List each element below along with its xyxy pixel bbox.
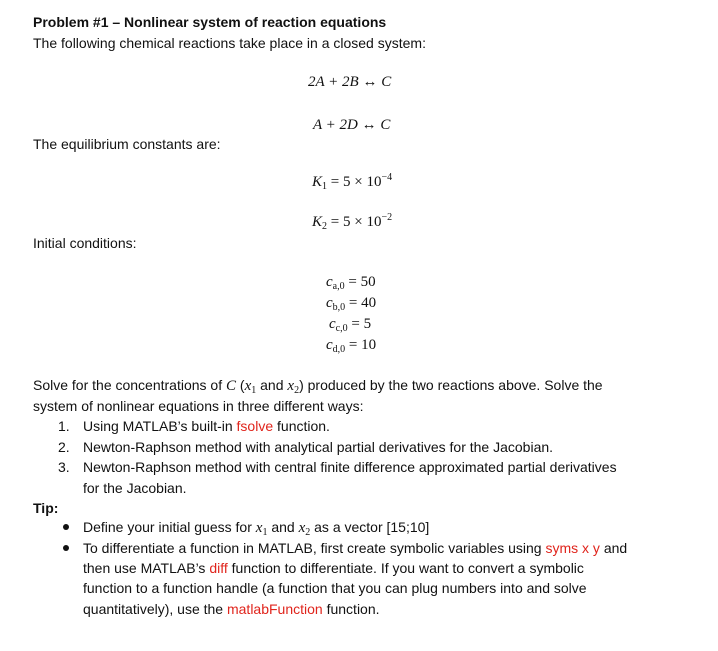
diff-link: diff — [209, 560, 228, 576]
method-3-text-continued: for the Jacobian. — [83, 480, 187, 496]
reaction-2-rhs: C — [380, 117, 391, 133]
method-3-text: Newton-Raphson method with central finite difference approximated partial derivatives — [83, 459, 617, 475]
solve-paren: ( — [239, 377, 245, 393]
solve-and: and — [260, 377, 284, 393]
tip-2-line-4: quantitatively), use the matlabFunction function. — [83, 601, 380, 617]
tip-2-line-2: then use MATLAB’s diff function to differentiate. If you want to convert a symbolic — [83, 560, 584, 576]
matlabfunction-link: matlabFunction — [226, 601, 323, 617]
initial-cd0: $c_{d,0} = 10$ — [326, 337, 377, 355]
reaction-1-lhs: 2A + 2B — [308, 74, 359, 90]
solve-line-1 — [33, 375, 603, 396]
cd0-symbol: c — [326, 337, 333, 353]
reaction-2-arrow: ↔ — [361, 117, 377, 133]
solve-x2: $x_2$ — [287, 378, 300, 396]
tip-1: Define your initial guess for $x_1$ and $x_2$ as a vector [15;10] — [83, 519, 430, 538]
reaction-2 — [313, 117, 390, 134]
cc0-value: 5 — [363, 316, 372, 332]
cd0-subscript: d,0 — [332, 344, 346, 355]
cb0-symbol: c — [326, 295, 333, 311]
method-3-number: 3. — [58, 459, 70, 475]
k2-symbol: K — [312, 214, 323, 230]
k1-coefficient: 5 × 10 — [342, 174, 382, 190]
initial-ca0: $c_{a,0} = 50$ — [326, 274, 376, 292]
k1-exponent: −4 — [381, 172, 393, 183]
constant-k1: $K_1 = 5 \times 10^{-4}$ — [312, 172, 393, 192]
syms-link: syms x y — [545, 540, 600, 556]
method-2-text: Newton-Raphson method with analytical partial derivatives for the Jacobian. — [83, 439, 554, 455]
ca0-symbol: c — [326, 274, 333, 290]
cb0-subscript: b,0 — [332, 302, 346, 313]
k2-coefficient: 5 × 10 — [342, 214, 382, 230]
tip-2-line-1: To differentiate a function in MATLAB, first create symbolic variables using syms x y and — [83, 540, 628, 556]
bullet-icon — [63, 524, 69, 530]
cd0-value: 10 — [361, 337, 377, 353]
reaction-2-lhs: A + 2D — [313, 117, 358, 133]
ca0-subscript: a,0 — [332, 281, 345, 292]
problem-title: Problem #1 – Nonlinear system of reaction equations — [33, 14, 387, 30]
bullet-icon — [63, 545, 69, 551]
ca0-value: 50 — [360, 274, 376, 290]
solve-text-end: ) produced by the two reactions above. Solve the — [299, 377, 603, 393]
reaction-1-arrow: ↔ — [362, 74, 378, 90]
constant-k2: $K_2 = 5 \times 10^{-2}$ — [312, 212, 393, 232]
equilibrium-label: The equilibrium constants are: — [33, 136, 221, 152]
cc0-subscript: c,0 — [335, 323, 348, 334]
solve-text-start: Solve for the concentrations of — [33, 377, 223, 393]
reaction-1-rhs: C — [381, 74, 392, 90]
k1-subscript: 1 — [322, 181, 328, 192]
tip-label: Tip: — [33, 500, 59, 516]
method-2-number: 2. — [58, 439, 70, 455]
tip-2-line-3: function to a function handle (a function that you can plug numbers into and solve — [83, 580, 587, 596]
intro-text: The following chemical reactions take place in a closed system: — [33, 35, 426, 51]
reaction-1 — [308, 74, 391, 91]
initial-label: Initial conditions: — [33, 235, 137, 251]
initial-cb0: $c_{b,0} = 40$ — [326, 295, 377, 313]
solve-c-symbol: C — [226, 378, 237, 394]
solve-x1: $x_1$ — [244, 378, 257, 396]
method-1-number: 1. — [58, 418, 70, 434]
method-1-text: Using MATLAB’s built-in fsolve function. — [83, 418, 330, 434]
cc0-symbol: c — [329, 316, 336, 332]
fsolve-link: fsolve — [236, 418, 274, 434]
k2-subscript: 2 — [322, 221, 328, 232]
cb0-value: 40 — [361, 295, 377, 311]
initial-cc0: $c_{c,0} = 5$ — [329, 316, 372, 334]
k2-exponent: −2 — [381, 212, 393, 223]
k1-symbol: K — [312, 174, 323, 190]
solve-line-2: system of nonlinear equations in three different ways: — [33, 398, 364, 414]
